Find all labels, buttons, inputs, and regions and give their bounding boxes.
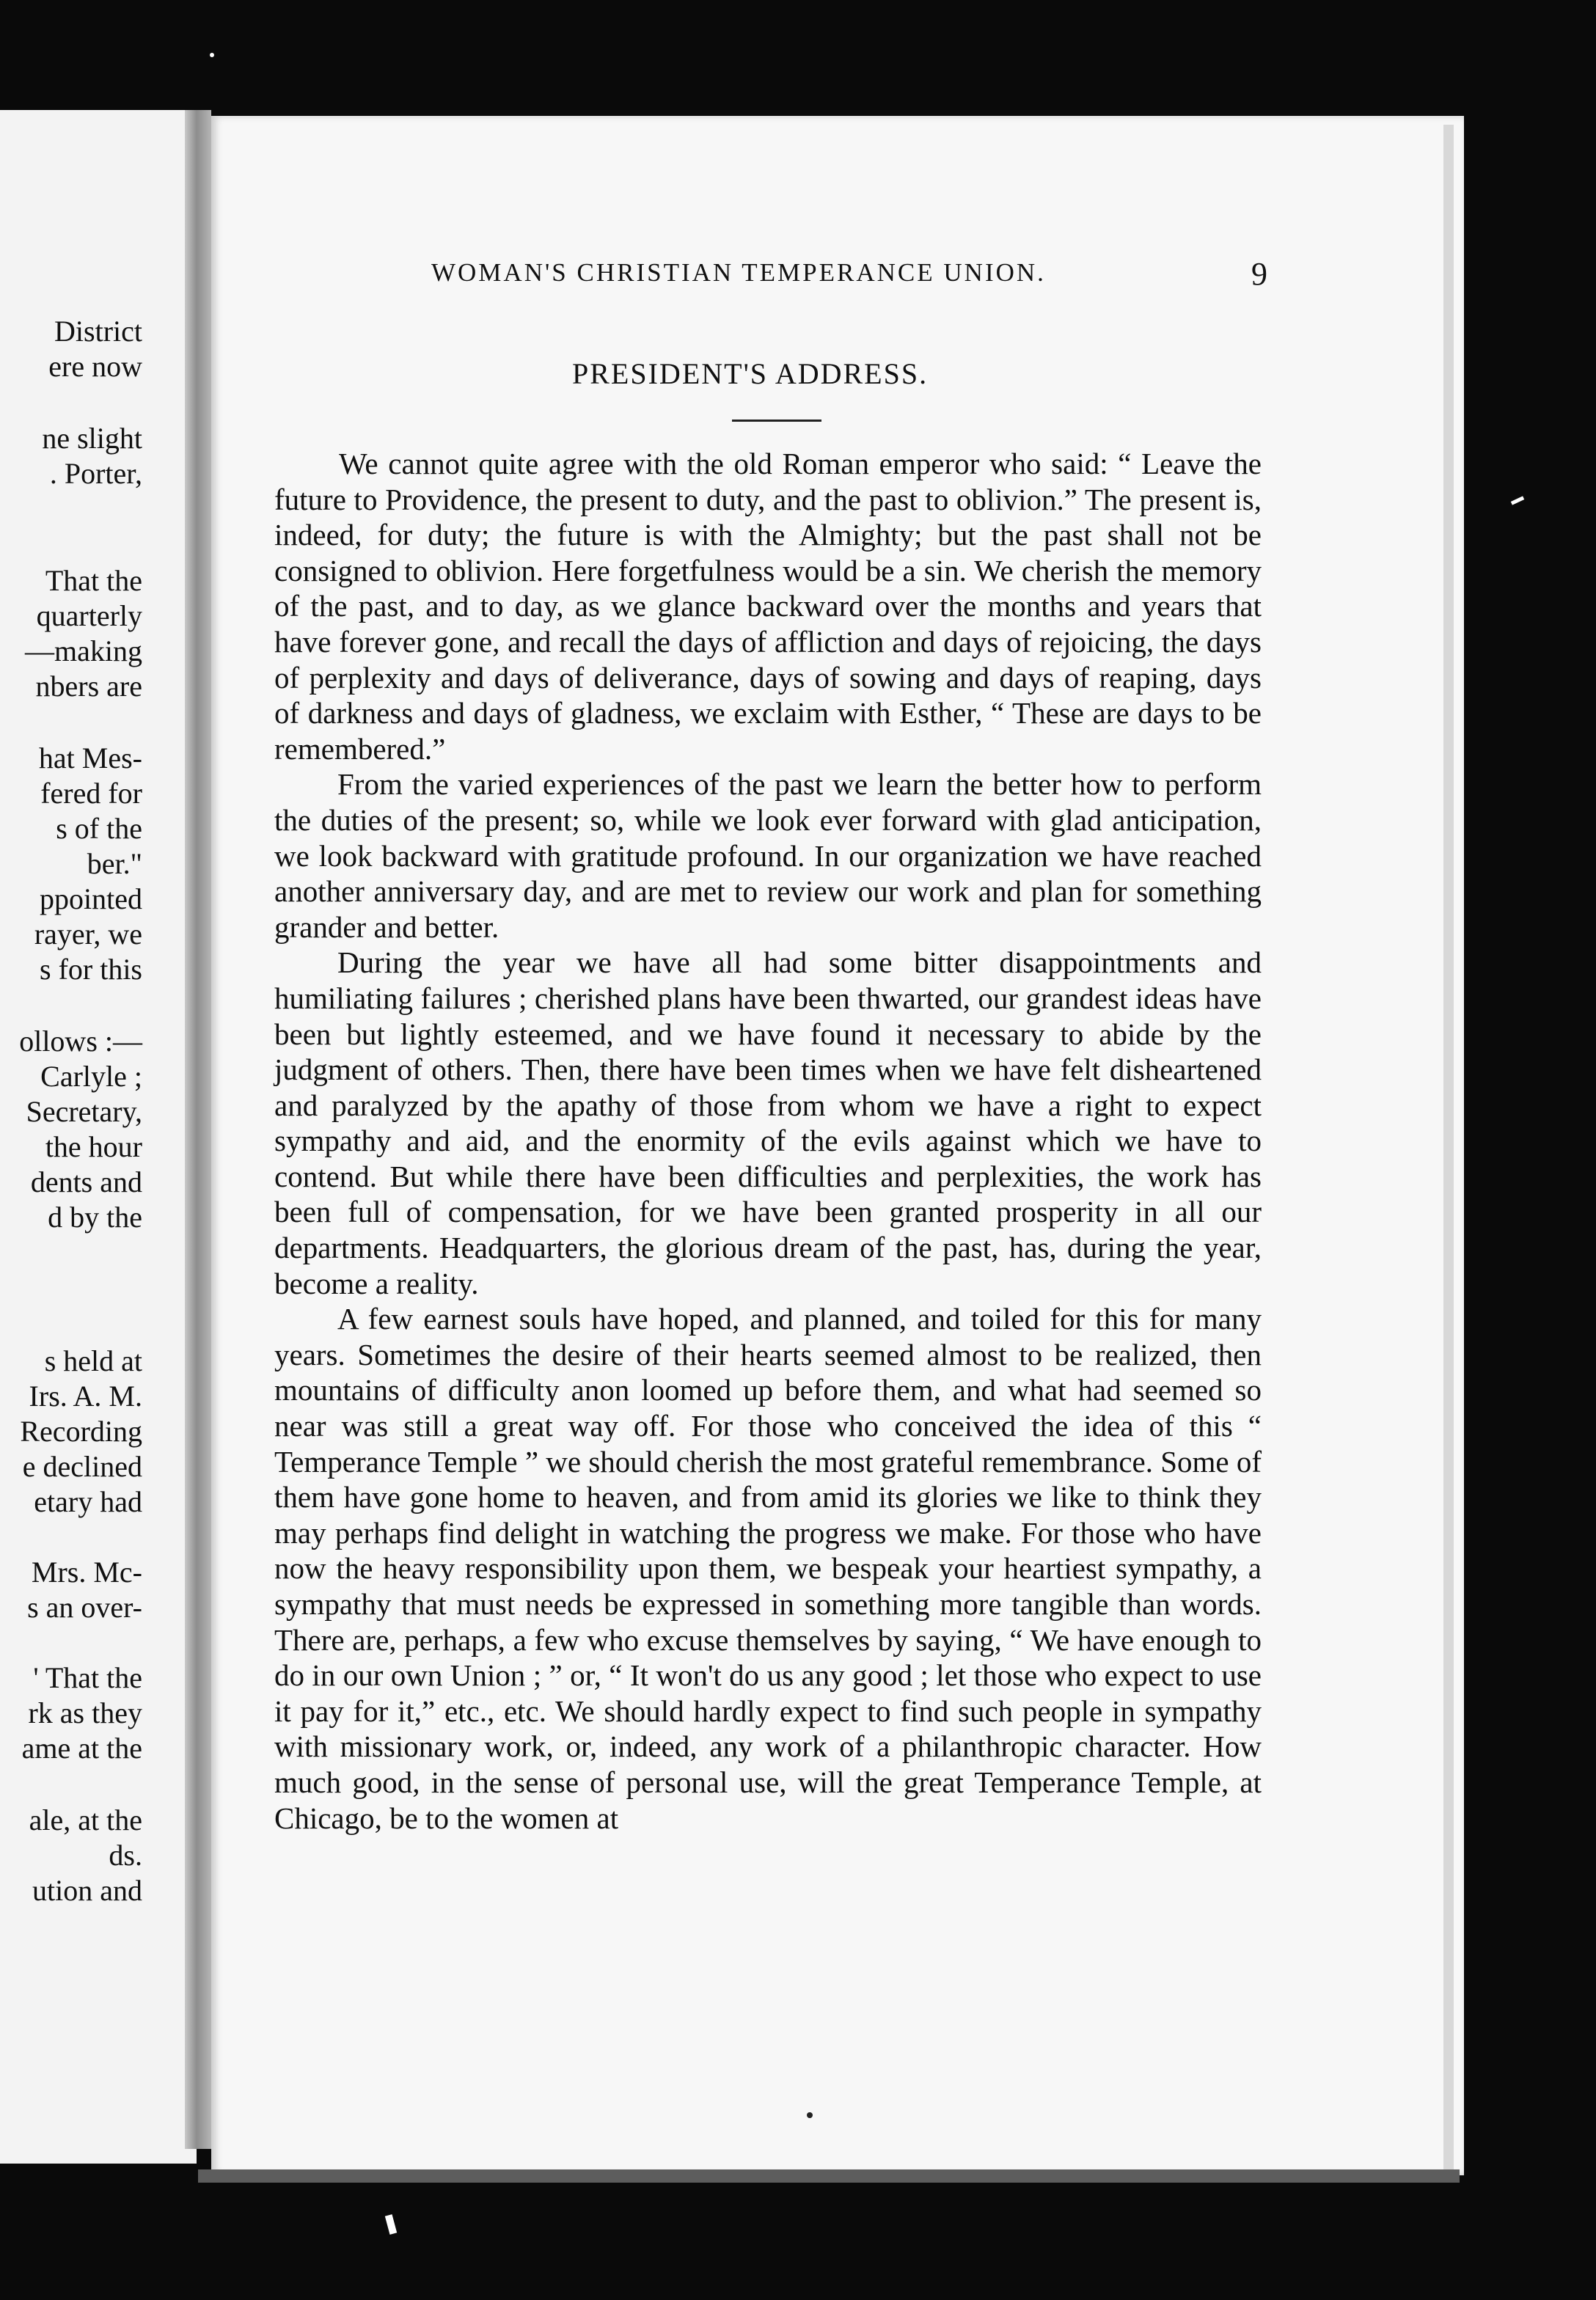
- left-page-line: Mrs. Mc-: [31, 1556, 142, 1589]
- left-page-line: e declined: [22, 1450, 142, 1483]
- left-page-line: ds.: [109, 1839, 142, 1872]
- left-page-line: ' That the: [33, 1661, 142, 1694]
- left-page-line: rayer, we: [34, 918, 142, 951]
- left-page-line: dents and: [30, 1165, 142, 1198]
- article-body: [274, 446, 1262, 1836]
- left-page-line: the hour: [45, 1130, 142, 1163]
- left-page-line: rk as they: [28, 1696, 142, 1729]
- left-page-line: s an over-: [27, 1591, 142, 1624]
- left-page-line: d by the: [48, 1201, 142, 1234]
- paragraph: From the varied experiences of the past we learn the better how to perform the duties of the present; so, while we look ever forward with glad anticipation, we look backward with gratitude profound. In our organization we have reached another anniversary day, and are met to review our work and plan for something grander and better.: [274, 767, 1262, 944]
- scan-speck: [385, 2214, 397, 2235]
- left-page-line: Secretary,: [26, 1095, 142, 1128]
- left-page-line: Recording: [20, 1415, 142, 1448]
- left-page-line: That the: [45, 564, 142, 597]
- scan-speck: [210, 53, 214, 57]
- left-page-line: ale, at the: [29, 1803, 142, 1836]
- left-page-line: . Porter,: [49, 457, 142, 490]
- page-bottom-edge: [198, 2169, 1460, 2183]
- page-edge: [1443, 125, 1454, 2171]
- left-page-line: hat Mes-: [38, 741, 142, 774]
- ink-dot: [807, 2112, 813, 2118]
- left-page-line: ne slight: [42, 422, 142, 455]
- left-page-line: —making: [25, 634, 142, 667]
- paragraph: We cannot quite agree with the old Roman emperor who said: “ Leave the future to Providence, the present to duty, and the past to oblivion.” The present is, indeed, for duty; the future is with the Almighty; but the past shall not be consigned to oblivion. Here forgetfulness would be a sin. We cherish the memory of the past, and to day, as we glance backward over the months and years that have forever gone, and recall the days of affliction and days of rejoicing, the days of perplexity and days of deliverance, days of sowing and days of reaping, days of darkness and days of gladness, we exclaim with Esther, “ These are days to be remembered.”: [274, 447, 1262, 766]
- book-gutter: [185, 110, 211, 2149]
- paragraph: A few earnest souls have hoped, and planned, and toiled for this for many years. Sometimes the desire of their hearts seemed almost to be realized, then mountains of difficulty anon loomed up before them, and what had seemed so near was still a great way off. For those who conceived the idea of this “ Temperance Temple ” we should cherish the most grateful remembrance. Some of them have gone home to heaven, and from amid its glories we like to think they may perhaps find delight in watching the progress we make. For those who have now the heavy responsibility upon them, we bespeak your heartiest sympathy, a sympathy that must needs be expressed in something more tangible than words. There are, perhaps, a few who excuse themselves by saying, “ We have enough to do in our own Union ; ” or, “ It won't do us any good ; let those who expect to use it pay for it,” etc., etc. We should hardly expect to find such people in sympathy with missionary work, or, indeed, any work of a philanthropic character. How much good, in the sense of personal use, will the great Temperance Temple, at Chicago, be to the women at: [274, 1302, 1262, 1835]
- left-page-line: s held at: [44, 1344, 142, 1377]
- left-page-line: Irs. A. M.: [29, 1380, 142, 1413]
- paragraph: During the year we have all had some bitter disappointments and humiliating failures ; cherished plans have been thwarted, our grandest ideas have been but lightly esteemed, and we have found it necessary to abide by the judgment of others. Then, there have been times when we have felt disheartened and paralyzed by the apathy of those from whom we have a right to expect sympathy and aid, and the enormity of the evils against which we have to contend. But while there have been difficulties and perplexities, the work has been full of compensation, for we have been granted prosperity in all our departments. Headquarters, the glorious dream of the past, has, during the year, become a reality.: [274, 945, 1262, 1300]
- scan-speck: [1511, 496, 1524, 505]
- left-page-line: etary had: [34, 1485, 142, 1518]
- title-rule: [732, 420, 821, 422]
- left-page-line: s of the: [56, 812, 142, 845]
- left-page-line: Carlyle ;: [40, 1060, 142, 1093]
- page-number: 9: [1251, 256, 1267, 292]
- left-page-line: nbers are: [35, 670, 142, 703]
- running-head: WOMAN'S CHRISTIAN TEMPERANCE UNION.: [431, 258, 1046, 287]
- page-title: PRESIDENT'S ADDRESS.: [572, 357, 929, 390]
- left-page-line: ber.": [87, 847, 142, 880]
- left-page-line: quarterly: [36, 599, 142, 632]
- left-page-line: ollows :—: [19, 1025, 142, 1058]
- left-page-line: District: [54, 315, 142, 348]
- left-page-fragment: [0, 110, 197, 2164]
- left-page-line: ution and: [32, 1874, 142, 1907]
- left-page-line: ame at the: [21, 1732, 142, 1765]
- left-page-line: fered for: [40, 777, 142, 810]
- left-page-line: s for this: [40, 953, 142, 986]
- left-page-line: ppointed: [40, 882, 142, 915]
- left-page-line: ere now: [48, 350, 142, 383]
